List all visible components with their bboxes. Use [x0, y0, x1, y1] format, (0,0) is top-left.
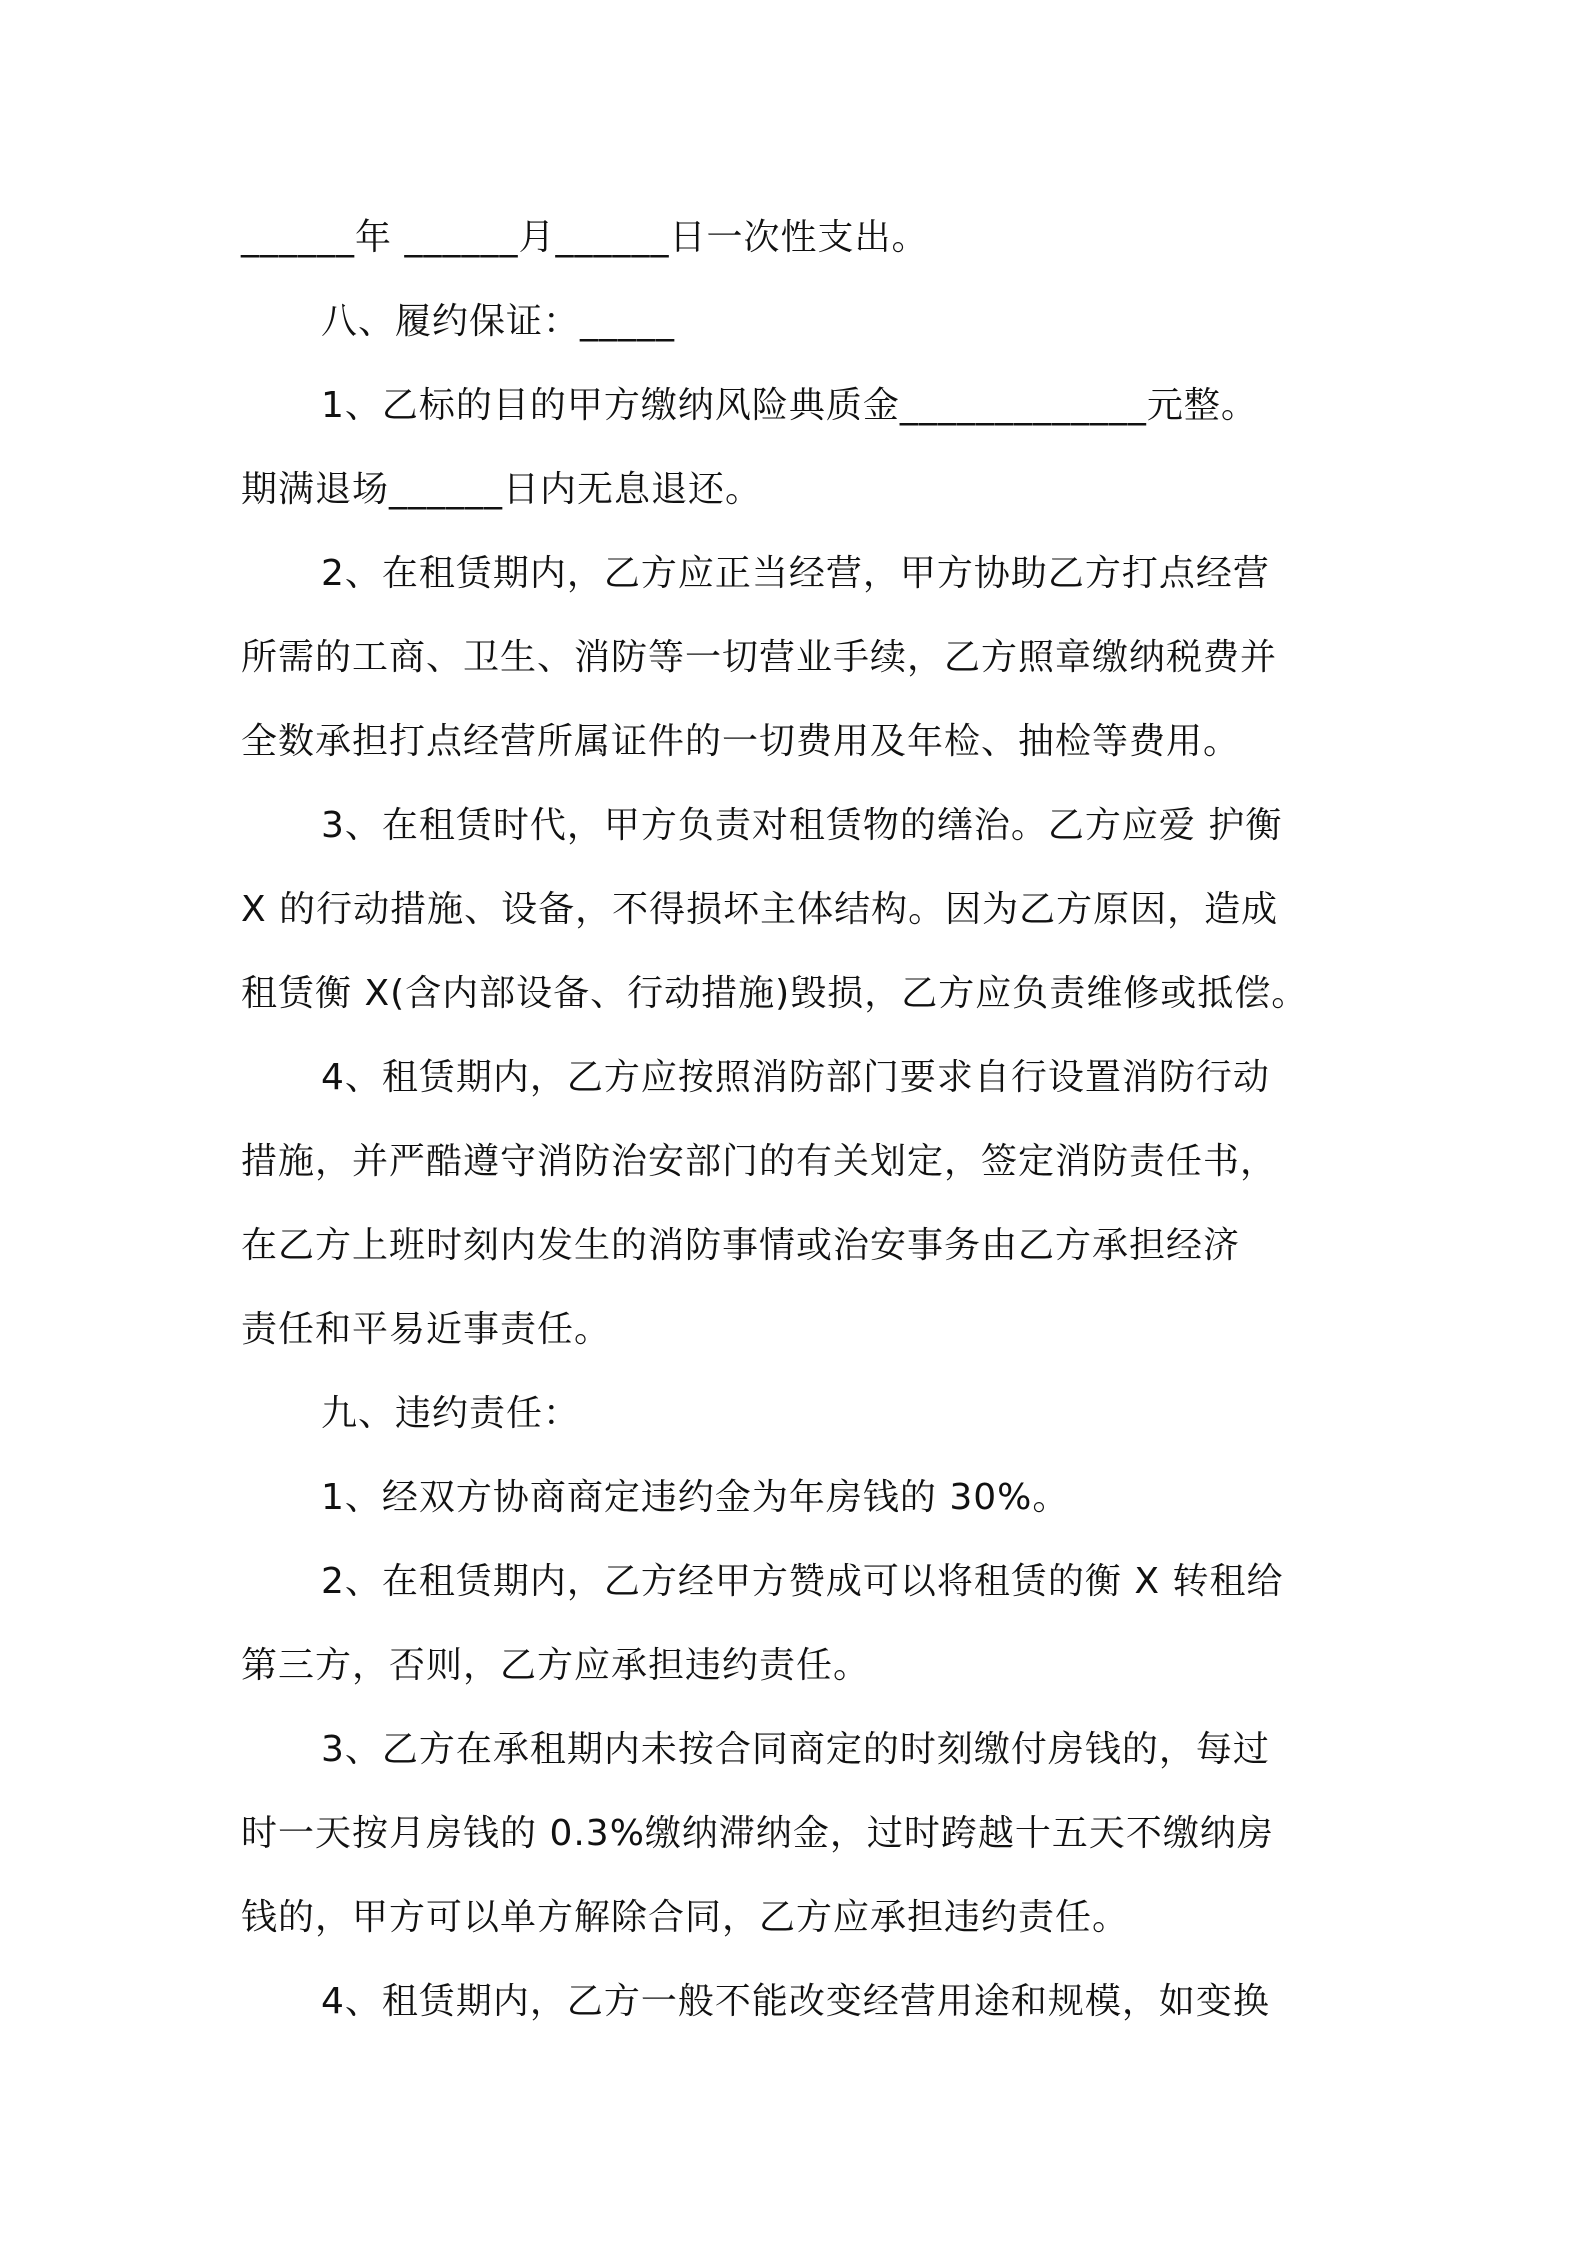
paragraph-line: 2、在租赁期内，乙方经甲方赞成可以将租赁的衡 X 转租给: [321, 1561, 1284, 1602]
paragraph-line: 全数承担打点经营所属证件的一切费用及年检、抽检等费用。: [241, 721, 1241, 762]
paragraph-line: 在乙方上班时刻内发生的消防事情或治安事务由乙方承担经济: [241, 1225, 1241, 1266]
paragraph-line: 3、乙方在承租期内未按合同商定的时刻缴付房钱的，每过: [321, 1729, 1270, 1770]
section-heading: 八、履约保证：_____: [321, 301, 676, 342]
paragraph-line: 期满退场______日内无息退还。: [241, 469, 763, 510]
paragraph-line: 1、经双方协商商定违约金为年房钱的 30%。: [321, 1477, 1070, 1518]
section-heading: 九、违约责任：: [321, 1393, 581, 1434]
paragraph-line: 租赁衡 X(含内部设备、行动措施)毁损，乙方应负责维修或抵偿。: [241, 973, 1309, 1014]
paragraph-line: 措施，并严酷遵守消防治安部门的有关划定，签定消防责任书，: [241, 1141, 1278, 1182]
paragraph-line: 钱的，甲方可以单方解除合同，乙方应承担违约责任。: [241, 1897, 1130, 1938]
paragraph-line: 4、租赁期内，乙方一般不能改变经营用途和规模，如变换: [321, 1981, 1270, 2022]
paragraph-line: 所需的工商、卫生、消防等一切营业手续，乙方照章缴纳税费并: [241, 637, 1278, 678]
paragraph-line: 第三方，否则，乙方应承担违约责任。: [241, 1645, 871, 1686]
document-body: [241, 196, 1361, 2044]
paragraph-line: 4、租赁期内，乙方应按照消防部门要求自行设置消防行动: [321, 1057, 1270, 1098]
paragraph-line: X 的行动措施、设备，不得损坏主体结构。因为乙方原因，造成: [241, 889, 1279, 930]
paragraph-line: 2、在租赁期内，乙方应正当经营，甲方协助乙方打点经营: [321, 553, 1270, 594]
paragraph-line: 时一天按月房钱的 0.3%缴纳滞纳金，过时跨越十五天不缴纳房: [241, 1813, 1274, 1854]
paragraph-line: 责任和平易近事责任。: [241, 1309, 612, 1350]
paragraph-line: 1、乙标的目的甲方缴纳风险典质金_____________元整。: [321, 385, 1258, 426]
paragraph-line: 3、在租赁时代，甲方负责对租赁物的缮治。乙方应爱 护衡: [321, 805, 1283, 846]
text-line: ______年 ______月______日一次性支出。: [241, 217, 929, 258]
